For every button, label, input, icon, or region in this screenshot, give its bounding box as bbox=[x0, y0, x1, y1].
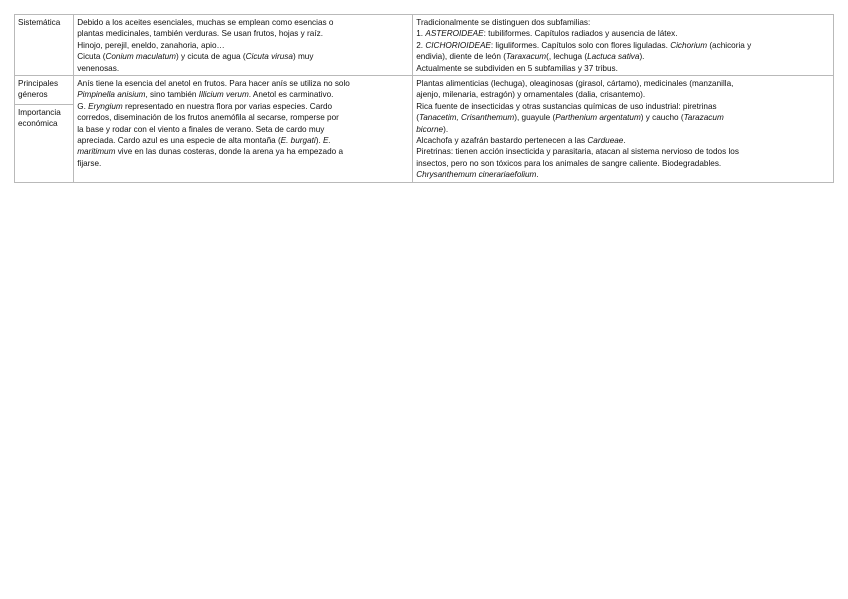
text-run: Cicuta ( bbox=[77, 52, 106, 62]
text-run: apreciada. Cardo azul es una especie de alta montaña ( bbox=[77, 136, 281, 146]
text-run: . bbox=[536, 170, 539, 180]
italic-text: Conium maculatum bbox=[105, 52, 176, 62]
text-line bbox=[416, 40, 830, 51]
italic-text: Lactuca sativa bbox=[587, 52, 640, 62]
italic-text: Cicuta virusa bbox=[245, 52, 293, 62]
italic-text: Tanacetim, Crisanthemum bbox=[418, 113, 515, 123]
text-line bbox=[77, 158, 409, 169]
text-run: ), guayule ( bbox=[514, 113, 556, 123]
text-run: 2. bbox=[416, 40, 426, 50]
italic-text: maritimum bbox=[77, 147, 116, 157]
text-line bbox=[416, 17, 830, 28]
text-line bbox=[416, 28, 830, 39]
text-line bbox=[77, 28, 409, 39]
text-line bbox=[416, 146, 830, 157]
text-line bbox=[416, 135, 830, 146]
text-run: corredos, diseminación de los frutos anemófila al secarse, romperse por bbox=[77, 113, 339, 123]
text-run: venenosas. bbox=[77, 63, 120, 73]
row-sublabel bbox=[15, 104, 73, 130]
text-run: Piretrinas: tienen acción insecticida y parasitaria, atacan al sistema nervioso de todos los bbox=[416, 147, 739, 157]
text-run: endivia), diente de león ( bbox=[416, 52, 506, 62]
text-line bbox=[77, 89, 409, 100]
text-run: Debido a los aceites esenciales, muchas se emplean como esencias o bbox=[77, 18, 334, 27]
text-run: : liguliformes. Capítulos solo con flores liguladas. bbox=[490, 40, 671, 50]
text-run: ( bbox=[416, 113, 419, 123]
text-run: . Anetol es carminativo. bbox=[248, 90, 334, 100]
text-run: ) muy bbox=[292, 52, 314, 62]
text-line bbox=[77, 112, 409, 123]
text-run: Alcachofa y azafrán bastardo pertenecen a las bbox=[416, 136, 588, 146]
text-line bbox=[416, 101, 830, 112]
text-run: ). bbox=[639, 52, 645, 62]
text-run: . bbox=[623, 136, 626, 146]
text-run: (achicoria y bbox=[707, 40, 752, 50]
text-cell bbox=[413, 76, 834, 183]
text-run: , sino también bbox=[145, 90, 199, 100]
italic-text: Parthenium argentatum bbox=[555, 113, 641, 123]
italic-text: CICHORIOIDEAE bbox=[425, 40, 491, 50]
text-run: ) y cicuta de agua ( bbox=[175, 52, 246, 62]
italic-text: E. bbox=[323, 136, 331, 146]
text-line bbox=[416, 169, 830, 180]
text-line bbox=[416, 63, 830, 74]
text-line bbox=[77, 146, 409, 157]
text-run: la base y rodar con el viento a finales de verano. Seta de cardo muy bbox=[77, 124, 325, 134]
content-table bbox=[14, 14, 834, 183]
italic-text: Illicium verum bbox=[198, 90, 249, 100]
text-line bbox=[77, 51, 409, 62]
row-label: géneros bbox=[18, 90, 48, 100]
italic-text: E. burgati bbox=[280, 136, 316, 146]
italic-text: Eryngium bbox=[88, 101, 123, 111]
text-run: Actualmente se subdividen en 5 subfamilias y 37 tribus. bbox=[416, 63, 618, 73]
text-run: (, lechuga ( bbox=[546, 52, 588, 62]
text-line bbox=[77, 17, 409, 28]
text-cell bbox=[74, 15, 413, 76]
text-line bbox=[77, 135, 409, 146]
italic-text: bicorne bbox=[416, 124, 444, 134]
text-line bbox=[77, 78, 409, 89]
text-run: ajenjo, milenaria, estragón) y ornamentales (dalia, crisantemo). bbox=[416, 90, 646, 100]
text-cell bbox=[413, 15, 834, 76]
text-run: vive en las dunas costeras, donde la arena ya ha empezado a bbox=[115, 147, 344, 157]
text-line bbox=[77, 63, 409, 74]
row-label: Importancia bbox=[18, 107, 61, 117]
italic-text: ASTEROIDEAE bbox=[425, 29, 484, 39]
text-run: G. bbox=[77, 101, 89, 111]
text-run: insectos, pero no son tóxicos para los animales de sangre caliente. Biodegradables. bbox=[416, 158, 722, 168]
text-line bbox=[77, 124, 409, 135]
text-line bbox=[416, 124, 830, 135]
text-run: : tubiliformes. Capítulos radiados y ausencia de látex. bbox=[483, 29, 678, 39]
text-run: Rica fuente de insecticidas y otras sustancias químicas de uso industrial: piretrinas bbox=[416, 101, 717, 111]
text-run: ). bbox=[443, 124, 449, 134]
text-run: plantas medicinales, también verduras. Se usan frutos, hojas y raíz. bbox=[77, 29, 323, 39]
row-label-cell bbox=[15, 76, 74, 183]
row-label: Principales bbox=[18, 79, 59, 89]
italic-text: Chrysanthemum cinerariaefolium bbox=[416, 170, 537, 180]
text-run: ) y caucho ( bbox=[640, 113, 684, 123]
text-run: 1. bbox=[416, 29, 426, 39]
row-label-cell bbox=[15, 15, 74, 76]
italic-text: Cichorium bbox=[670, 40, 708, 50]
text-line bbox=[416, 51, 830, 62]
row-label: económica bbox=[18, 119, 58, 129]
text-run: ). bbox=[315, 136, 323, 146]
italic-text: Cardueae bbox=[587, 136, 624, 146]
text-line bbox=[77, 40, 409, 51]
text-run: Tradicionalmente se distinguen dos subfamilias: bbox=[416, 18, 591, 27]
table-row bbox=[15, 76, 834, 183]
text-cell bbox=[74, 76, 413, 183]
text-run: Anís tiene la esencia del anetol en frutos. Para hacer anís se utiliza no solo bbox=[77, 79, 350, 89]
text-run: Plantas alimenticias (lechuga), oleaginosas (girasol, cártamo), medicinales (manzanilla, bbox=[416, 79, 734, 89]
text-line bbox=[416, 112, 830, 123]
text-run: representado en nuestra flora por varias especies. Cardo bbox=[122, 101, 333, 111]
text-line bbox=[416, 78, 830, 89]
row-label: Sistemática bbox=[18, 18, 61, 27]
italic-text: Tarazacum bbox=[683, 113, 724, 123]
italic-text: Taraxacum bbox=[505, 52, 547, 62]
text-run: Hinojo, perejil, eneldo, zanahoria, apio… bbox=[77, 40, 225, 50]
text-line bbox=[77, 101, 409, 112]
italic-text: Pimpinella anisium bbox=[77, 90, 146, 100]
text-run: fijarse. bbox=[77, 158, 102, 168]
text-line bbox=[416, 158, 830, 169]
table-row bbox=[15, 15, 834, 76]
text-line bbox=[416, 89, 830, 100]
